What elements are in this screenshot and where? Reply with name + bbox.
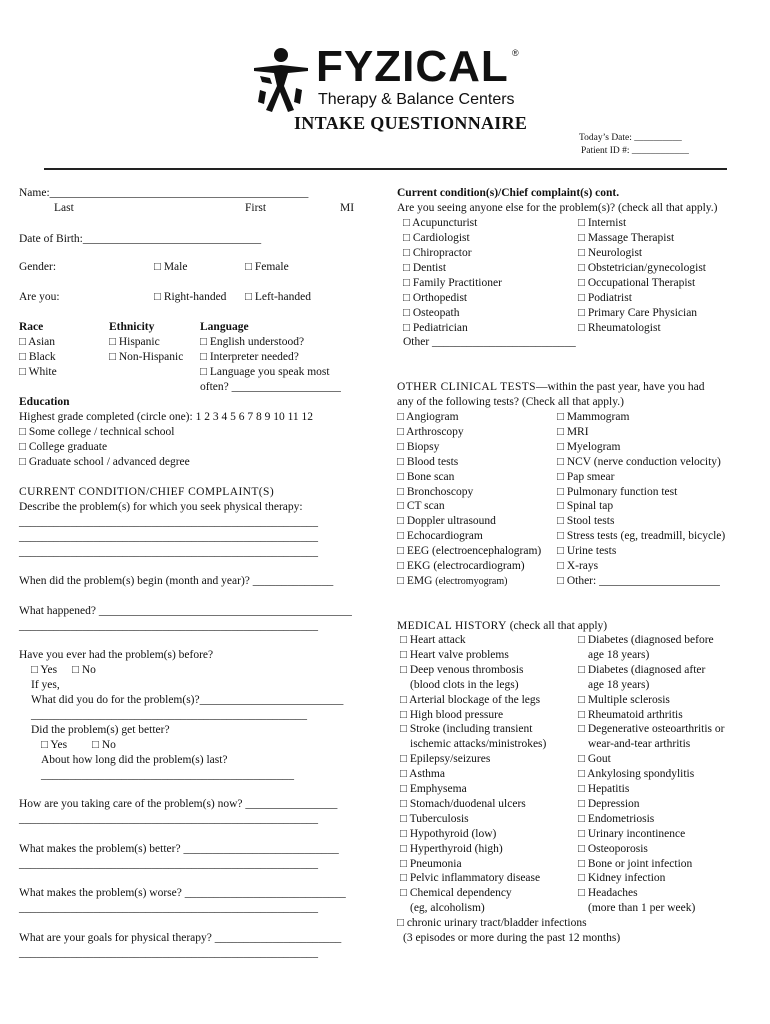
test-right-5[interactable]: □ Pap smear bbox=[557, 470, 615, 483]
test-right-6[interactable]: □ Pulmonary function test bbox=[557, 485, 678, 498]
history-header-line bbox=[397, 619, 607, 634]
test-left-10[interactable]: □ EEG (electroencephalogram) bbox=[397, 545, 542, 558]
specialist-right-5[interactable]: □ Occupational Therapist bbox=[578, 277, 696, 289]
history-right-4: age 18 years) bbox=[588, 678, 650, 691]
history-left-6[interactable]: □ High blood pressure bbox=[400, 708, 504, 721]
test-emg-label: □ EMG bbox=[397, 575, 433, 587]
test-left-6[interactable]: □ Bronchoscopy bbox=[397, 485, 474, 498]
history-right-9[interactable]: □ Gout bbox=[578, 753, 611, 766]
history-right-16[interactable]: □ Bone or joint infection bbox=[578, 857, 693, 870]
better-field[interactable]: What makes the problem(s) better? ___________________________ bbox=[19, 843, 339, 855]
specialist-other-field[interactable]: Other _________________________ bbox=[403, 336, 576, 348]
worse-field[interactable]: What makes the problem(s) worse? ____________________________ bbox=[19, 887, 346, 899]
history-right-12[interactable]: □ Depression bbox=[578, 797, 640, 810]
history-header: MEDICAL HISTORY bbox=[397, 620, 507, 632]
cont-header: Current condition(s)/Chief complaint(s) cont. bbox=[397, 187, 620, 199]
worse-line[interactable]: ____________________________________________________ bbox=[19, 902, 318, 914]
history-right-14[interactable]: □ Urinary incontinence bbox=[578, 827, 686, 840]
specialist-left-3[interactable]: □ Chiropractor bbox=[403, 247, 472, 259]
history-left-18[interactable]: □ Chemical dependency bbox=[400, 887, 512, 900]
gender-male-checkbox[interactable]: □ Male bbox=[154, 261, 188, 273]
test-right-11[interactable]: □ X-rays bbox=[557, 560, 599, 572]
how-long-line[interactable]: ____________________________________________ bbox=[41, 769, 294, 781]
specialist-right-3[interactable]: □ Neurologist bbox=[578, 247, 643, 259]
history-right-19: (more than 1 per week) bbox=[588, 902, 696, 915]
taking-care-field[interactable]: How are you taking care of the problem(s) now? ________________ bbox=[19, 798, 338, 810]
complaint-header: CURRENT CONDITION/CHIEF COMPLAINT(S) bbox=[19, 486, 275, 498]
name-mi-label: MI bbox=[340, 202, 355, 214]
get-better-question: Did the problem(s) get better? bbox=[31, 724, 170, 736]
how-long-question: About how long did the problem(s) last? bbox=[41, 754, 228, 766]
specialist-left-6[interactable]: □ Orthopedist bbox=[403, 292, 468, 304]
history-right-10[interactable]: □ Ankylosing spondylitis bbox=[578, 768, 695, 781]
registered-mark: ® bbox=[512, 48, 519, 58]
complaint-line-2[interactable]: ____________________________________________________ bbox=[19, 531, 318, 543]
history-intro: (check all that apply) bbox=[506, 620, 608, 632]
ethnicity-non-hispanic[interactable]: □ Non-Hispanic bbox=[109, 351, 184, 363]
language-header: Language bbox=[200, 321, 249, 333]
history-left-7[interactable]: □ Stroke (including transient bbox=[400, 723, 533, 736]
history-left-16[interactable]: □ Pneumonia bbox=[400, 857, 462, 870]
had-before-yes[interactable]: □ Yes bbox=[31, 664, 58, 676]
ethnicity-hispanic[interactable]: □ Hispanic bbox=[109, 336, 160, 348]
test-right-2[interactable]: □ MRI bbox=[557, 425, 589, 438]
right-handed-checkbox[interactable]: □ Right-handed bbox=[154, 291, 227, 303]
dob-field[interactable]: Date of Birth:_______________________________ bbox=[19, 233, 262, 245]
if-yes-label: If yes, bbox=[31, 679, 60, 691]
language-interpreter[interactable]: □ Interpreter needed? bbox=[200, 351, 299, 363]
left-handed-checkbox[interactable]: □ Left-handed bbox=[245, 291, 312, 303]
complaint-line-1[interactable]: ____________________________________________________ bbox=[19, 516, 318, 528]
language-often-field[interactable]: often? ___________________ bbox=[200, 381, 341, 393]
race-asian[interactable]: □ Asian bbox=[19, 336, 56, 348]
test-right-10[interactable]: □ Urine tests bbox=[557, 545, 617, 558]
had-before-no[interactable]: □ No bbox=[72, 664, 96, 676]
goals-field[interactable]: What are your goals for physical therapy? ______________________ bbox=[19, 932, 342, 944]
test-left-7[interactable]: □ CT scan bbox=[397, 500, 445, 513]
handed-label: Are you: bbox=[19, 291, 60, 303]
education-grad-school[interactable]: □ Graduate school / advanced degree bbox=[19, 456, 190, 468]
tests-intro-2: any of the following tests? (Check all that apply.) bbox=[397, 396, 624, 408]
ethnicity-header: Ethnicity bbox=[109, 321, 155, 333]
what-happened-line[interactable]: ____________________________________________________ bbox=[19, 620, 318, 632]
specialist-left-2[interactable]: □ Cardiologist bbox=[403, 232, 470, 244]
patient-id[interactable]: Patient ID #: ____________ bbox=[581, 146, 689, 156]
specialist-right-7[interactable]: □ Primary Care Physician bbox=[578, 307, 698, 319]
tests-header: OTHER CLINICAL TESTS bbox=[397, 381, 536, 393]
get-better-no[interactable]: □ No bbox=[92, 739, 116, 751]
test-left-1[interactable]: □ Angiogram bbox=[397, 411, 459, 423]
history-left-13[interactable]: □ Tuberculosis bbox=[400, 812, 469, 825]
test-emg[interactable] bbox=[397, 574, 507, 590]
test-left-2[interactable]: □ Arthroscopy bbox=[397, 425, 464, 438]
history-right-5[interactable]: □ Multiple sclerosis bbox=[578, 693, 670, 706]
had-before-question: Have you ever had the problem(s) before? bbox=[19, 649, 214, 661]
what-did-field[interactable]: What did you do for the problem(s)?_________________________ bbox=[31, 694, 344, 706]
test-right-1[interactable]: □ Mammogram bbox=[557, 411, 630, 423]
education-header: Education bbox=[19, 396, 70, 408]
history-left-5[interactable]: □ Arterial blockage of the legs bbox=[400, 693, 541, 706]
figure-icon bbox=[250, 46, 312, 114]
test-left-11[interactable]: □ EKG (electrocardiogram) bbox=[397, 560, 525, 572]
brand-tagline: Therapy & Balance Centers bbox=[318, 91, 515, 108]
specialist-left-8[interactable]: □ Pediatrician bbox=[403, 322, 468, 334]
todays-date[interactable]: Today’s Date: __________ bbox=[579, 133, 682, 143]
test-left-4[interactable]: □ Blood tests bbox=[397, 455, 459, 468]
education-college-grad[interactable]: □ College graduate bbox=[19, 441, 108, 453]
get-better-yes[interactable]: □ Yes bbox=[41, 739, 68, 751]
history-right-2: age 18 years) bbox=[588, 648, 650, 661]
seeing-question: Are you seeing anyone else for the problem(s)? (check all that apply.) bbox=[397, 202, 718, 214]
test-right-12[interactable]: □ Other: _____________________ bbox=[557, 574, 720, 587]
history-left-4: (blood clots in the legs) bbox=[410, 678, 519, 691]
brand-name: FYZICAL bbox=[316, 42, 509, 91]
history-right-8: wear-and-tear arthritis bbox=[588, 738, 691, 751]
history-right-18[interactable]: □ Headaches bbox=[578, 887, 638, 900]
specialist-right-6[interactable]: □ Podiatrist bbox=[578, 292, 632, 304]
tests-header-line bbox=[397, 380, 704, 395]
specialist-right-8[interactable]: □ Rheumatologist bbox=[578, 322, 661, 334]
test-left-9[interactable]: □ Echocardiogram bbox=[397, 530, 483, 543]
history-left-19: (eg, alcoholism) bbox=[410, 902, 485, 915]
what-happened-field[interactable]: What happened? ____________________________________________ bbox=[19, 605, 352, 617]
what-did-line[interactable]: ________________________________________________ bbox=[31, 709, 307, 721]
test-right-8[interactable]: □ Stool tests bbox=[557, 515, 615, 528]
name-first-label: First bbox=[245, 202, 267, 214]
history-right-15[interactable]: □ Osteoporosis bbox=[578, 842, 648, 855]
test-emg-small: (electromyogram) bbox=[435, 576, 508, 587]
tests-intro: —within the past year, have you had bbox=[535, 381, 705, 393]
test-right-9[interactable]: □ Stress tests (eg, treadmill, bicycle) bbox=[557, 530, 726, 543]
history-left-14[interactable]: □ Hypothyroid (low) bbox=[400, 827, 497, 840]
language-english[interactable]: □ English understood? bbox=[200, 336, 305, 348]
history-left-2[interactable]: □ Heart valve problems bbox=[400, 648, 509, 661]
goals-line[interactable]: ____________________________________________________ bbox=[19, 947, 318, 959]
history-right-11[interactable]: □ Hepatitis bbox=[578, 783, 630, 795]
history-left-15[interactable]: □ Hyperthyroid (high) bbox=[400, 842, 503, 855]
specialist-right-2[interactable]: □ Massage Therapist bbox=[578, 232, 675, 244]
history-right-3[interactable]: □ Diabetes (diagnosed after bbox=[578, 663, 706, 676]
test-left-3[interactable]: □ Biopsy bbox=[397, 440, 440, 453]
education-grade[interactable]: Highest grade completed (circle one): 1 2 3 4 5 6 7 8 9 10 11 12 bbox=[19, 411, 314, 423]
history-left-1[interactable]: □ Heart attack bbox=[400, 634, 466, 646]
history-left-3[interactable]: □ Deep venous thrombosis bbox=[400, 663, 524, 676]
test-left-5[interactable]: □ Bone scan bbox=[397, 470, 455, 483]
when-began-field[interactable]: When did the problem(s) begin (month and year)? ______________ bbox=[19, 575, 334, 587]
test-right-7[interactable]: □ Spinal tap bbox=[557, 500, 614, 513]
name-last-label: Last bbox=[54, 202, 74, 214]
history-right-6[interactable]: □ Rheumatoid arthritis bbox=[578, 708, 683, 721]
race-white[interactable]: □ White bbox=[19, 366, 57, 378]
history-left-8: ischemic attacks/ministrokes) bbox=[410, 738, 547, 751]
test-left-8[interactable]: □ Doppler ultrasound bbox=[397, 515, 496, 528]
taking-care-line[interactable]: ____________________________________________________ bbox=[19, 813, 318, 825]
language-spoken[interactable]: □ Language you speak most bbox=[200, 366, 330, 378]
race-black[interactable]: □ Black bbox=[19, 351, 56, 363]
name-field[interactable]: Name:_____________________________________________ bbox=[19, 187, 309, 199]
history-left-11[interactable]: □ Emphysema bbox=[400, 783, 467, 795]
history-left-12[interactable]: □ Stomach/duodenal ulcers bbox=[400, 797, 526, 810]
specialist-right-1[interactable]: □ Internist bbox=[578, 217, 627, 229]
complaint-describe: Describe the problem(s) for which you seek physical therapy: bbox=[19, 501, 303, 513]
header-divider bbox=[44, 168, 727, 170]
history-uti[interactable]: □ chronic urinary tract/bladder infections bbox=[397, 917, 587, 929]
better-line[interactable]: ____________________________________________________ bbox=[19, 858, 318, 870]
test-right-3[interactable]: □ Myelogram bbox=[557, 440, 621, 453]
specialist-left-7[interactable]: □ Osteopath bbox=[403, 307, 460, 319]
gender-female-checkbox[interactable]: □ Female bbox=[245, 261, 289, 273]
history-right-13[interactable]: □ Endometriosis bbox=[578, 812, 655, 825]
gender-label: Gender: bbox=[19, 261, 57, 273]
specialist-left-5[interactable]: □ Family Practitioner bbox=[403, 277, 502, 289]
fyzical-logo bbox=[250, 44, 522, 114]
specialist-left-4[interactable]: □ Dentist bbox=[403, 262, 447, 274]
test-right-4[interactable]: □ NCV (nerve conduction velocity) bbox=[557, 455, 721, 468]
history-uti-note: (3 episodes or more during the past 12 months) bbox=[403, 932, 621, 944]
history-left-10[interactable]: □ Asthma bbox=[400, 768, 445, 781]
history-right-1[interactable]: □ Diabetes (diagnosed before bbox=[578, 634, 714, 646]
history-right-17[interactable]: □ Kidney infection bbox=[578, 872, 666, 885]
specialist-right-4[interactable]: □ Obstetrician/gynecologist bbox=[578, 262, 706, 274]
history-left-9[interactable]: □ Epilepsy/seizures bbox=[400, 753, 491, 766]
race-header: Race bbox=[19, 321, 44, 333]
complaint-line-3[interactable]: ____________________________________________________ bbox=[19, 546, 318, 558]
education-some-college[interactable]: □ Some college / technical school bbox=[19, 426, 175, 438]
page-title: INTAKE QUESTIONNAIRE bbox=[294, 113, 528, 133]
specialist-left-1[interactable]: □ Acupuncturist bbox=[403, 217, 478, 229]
history-left-17[interactable]: □ Pelvic inflammatory disease bbox=[400, 872, 541, 885]
history-right-7[interactable]: □ Degenerative osteoarthritis or bbox=[578, 723, 725, 736]
